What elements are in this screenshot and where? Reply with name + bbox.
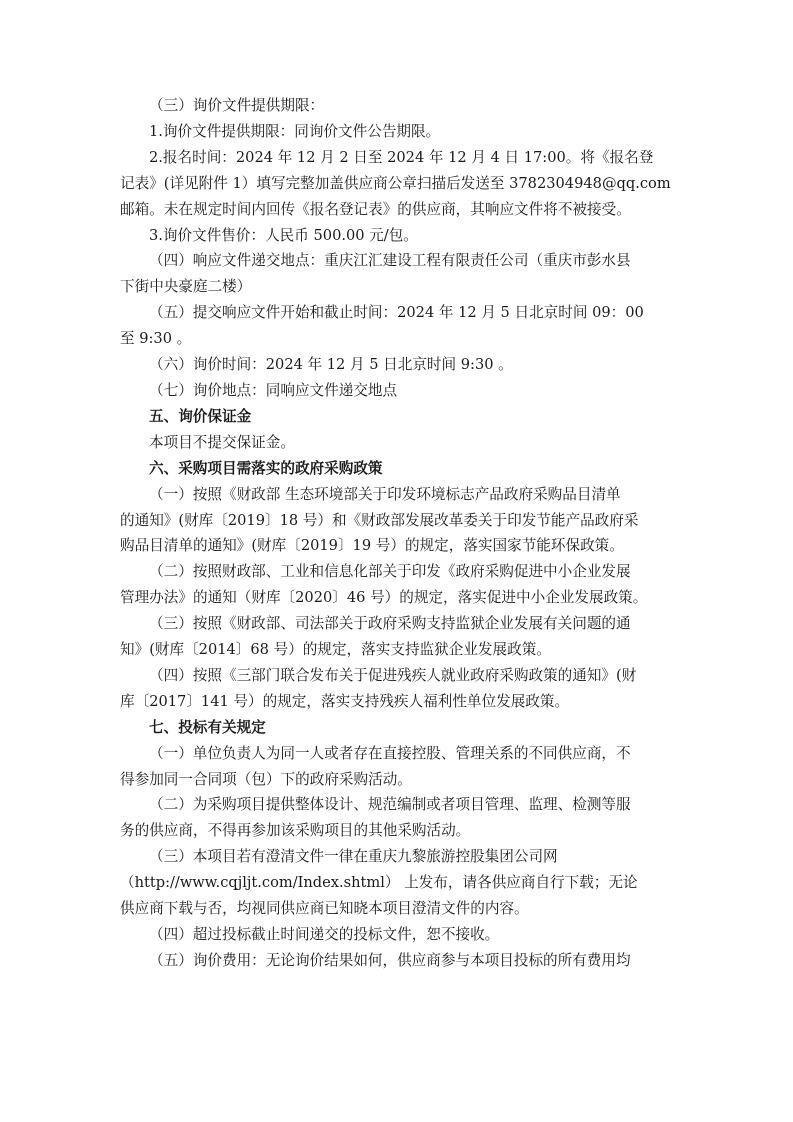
text-line: （五）提交响应文件开始和截止时间：2024 年 12 月 5 日北京时间 09：00 bbox=[149, 304, 644, 322]
text-line: 知》(财库〔2014〕68 号）的规定，落实支持监狱企业发展政策。 bbox=[120, 641, 551, 659]
section-heading: 六、采购项目需落实的政府采购政策 bbox=[149, 459, 383, 477]
text-line: 2.报名时间：2024 年 12 月 2 日至 2024 年 12 月 4 日 17:00。将《报名登 bbox=[149, 148, 654, 166]
text-line: 至 9:30 。 bbox=[120, 330, 192, 348]
text-line: 本项目不提交保证金。 bbox=[149, 433, 295, 451]
text-line: 库〔2017〕141 号）的规定，落实支持残疾人福利性单位发展政策。 bbox=[120, 692, 570, 710]
text-line: 3.询价文件售价：人民币 500.00 元/包。 bbox=[149, 226, 418, 244]
text-line: 供应商下载与否，均视同供应商已知晓本项目澄清文件的内容。 bbox=[120, 900, 529, 918]
text-line: （二）按照财政部、工业和信息化部关于印发《政府采购促进中小企业发展 bbox=[149, 563, 631, 581]
text-line: （四）按照《三部门联合发布关于促进残疾人就业政府采购政策的通知》(财 bbox=[149, 666, 637, 684]
text-line: 1.询价文件提供期限：同询价文件公告期限。 bbox=[149, 122, 441, 140]
text-line: （http://www.cqjljt.com/Index.shtml） 上发布，请各供应商自行下载；无论 bbox=[120, 874, 638, 892]
text-line: 得参加同一合同项（包）下的政府采购活动。 bbox=[120, 770, 412, 788]
text-line: 记表》(详见附件 1）填写完整加盖供应商公章扫描后发送至 3782304948@qq.com bbox=[120, 174, 671, 192]
text-line: （六）询价时间：2024 年 12 月 5 日北京时间 9:30 。 bbox=[149, 356, 513, 374]
document-body bbox=[120, 93, 680, 974]
text-line: （七）询价地点：同响应文件递交地点 bbox=[149, 381, 398, 399]
text-line: （二）为采购项目提供整体设计、规范编制或者项目管理、监理、检测等服 bbox=[149, 796, 631, 814]
text-line: （一）单位负责人为同一人或者存在直接控股、管理关系的不同供应商，不 bbox=[149, 744, 631, 762]
text-line: （四）超过投标截止时间递交的投标文件，恕不接收。 bbox=[149, 926, 500, 943]
text-line: （四）响应文件递交地点：重庆江汇建设工程有限责任公司（重庆市彭水县 bbox=[149, 252, 631, 270]
text-line: 下街中央豪庭二楼） bbox=[120, 278, 252, 296]
text-line: 购品目清单的通知》(财库〔2019〕19 号）的规定，落实国家节能环保政策。 bbox=[120, 537, 624, 555]
text-line: 的通知》(财库〔2019〕18 号）和《财政部发展改革委关于印发节能产品政府采 bbox=[120, 511, 639, 529]
text-line: 务的供应商，不得再参加该采购项目的其他采购活动。 bbox=[120, 822, 471, 840]
text-line: （三）本项目若有澄清文件一律在重庆九黎旅游控股集团公司网 bbox=[149, 848, 558, 866]
section-heading: 五、询价保证金 bbox=[149, 407, 252, 425]
text-line: （三）询价文件提供期限： bbox=[149, 97, 325, 114]
text-line: （一）按照《财政部 生态环境部关于印发环境标志产品政府采购品目清单 bbox=[149, 485, 621, 503]
section-heading: 七、投标有关规定 bbox=[149, 718, 266, 736]
text-line: （五）询价费用：无论询价结果如何，供应商参与本项目投标的所有费用均 bbox=[149, 951, 631, 969]
text-line: 管理办法》的通知（财库〔2020〕46 号）的规定，落实促进中小企业发展政策。 bbox=[120, 589, 648, 607]
text-line: 邮箱。未在规定时间内回传《报名登记表》的供应商，其响应文件将不被接受。 bbox=[120, 200, 631, 218]
text-line: （三）按照《财政部、司法部关于政府采购支持监狱企业发展有关问题的通 bbox=[149, 615, 631, 633]
